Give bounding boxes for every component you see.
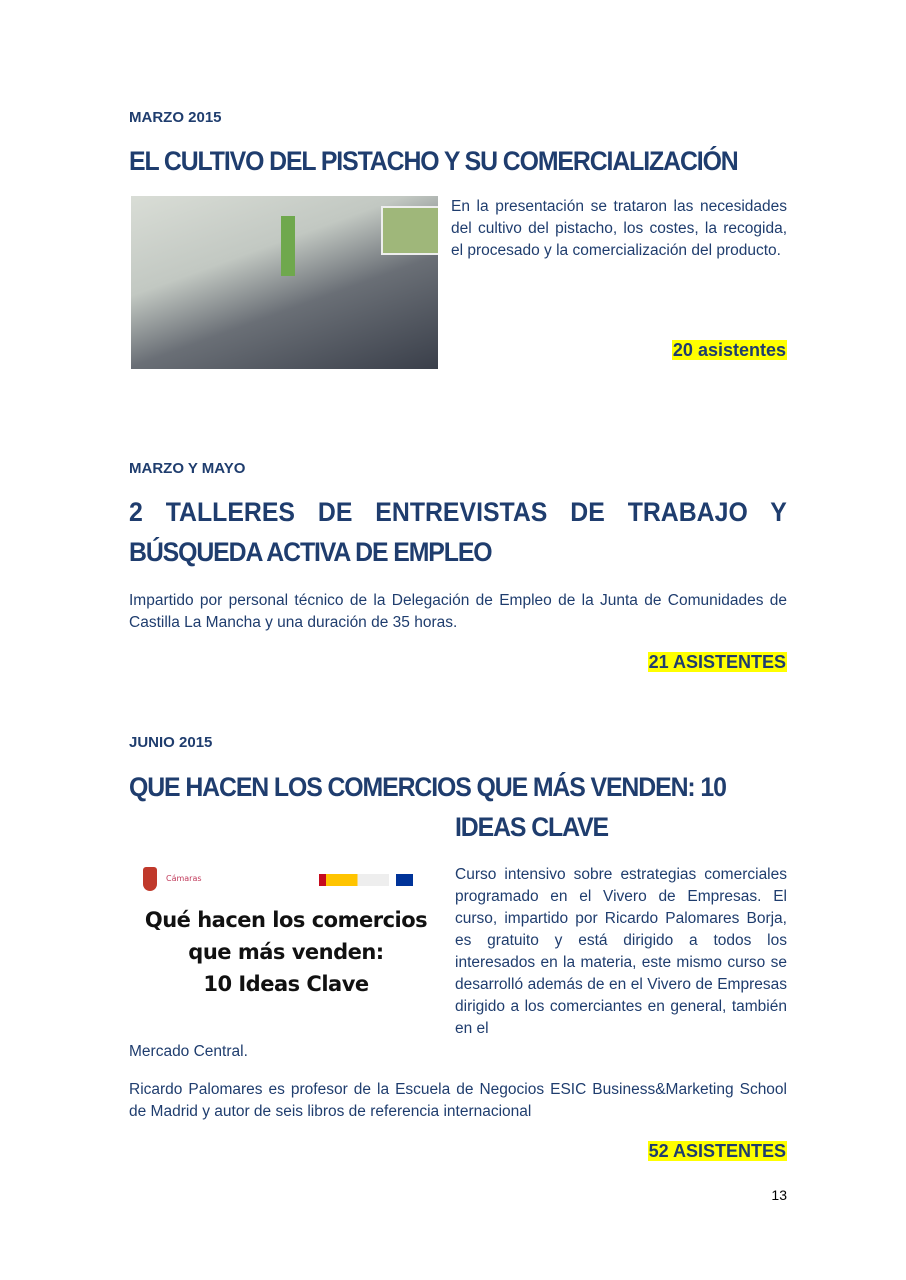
coat-of-arms-icon bbox=[143, 867, 157, 891]
section-title-line1: QUE HACEN LOS COMERCIOS QUE MÁS VENDEN: 10 bbox=[129, 772, 726, 802]
attendees-badge: 21 ASISTENTES bbox=[648, 652, 786, 672]
poster-line: Qué hacen los comercios bbox=[144, 908, 428, 932]
section-body: Curso intensivo sobre estrategias comerciales programado en el Vivero de Empresas. El curso, impartido por Ricardo Palomares Borja, es gratuito y está dirigido a todos los interesados en la materia, este mismo curso se desarrolló además de en el Vivero de Empresas dirigido a los comerciantes en general, también en el bbox=[455, 866, 787, 1037]
projection-screen bbox=[381, 206, 438, 255]
camaras-logo: Cámaras bbox=[166, 874, 202, 883]
presentation-photo bbox=[131, 196, 438, 369]
attendees-badge: 20 asistentes bbox=[672, 340, 786, 360]
poster-line: que más venden: bbox=[188, 940, 384, 964]
banner bbox=[281, 216, 295, 276]
course-poster bbox=[131, 862, 441, 1007]
attendees-badge: 52 ASISTENTES bbox=[648, 1141, 786, 1161]
section-title-line2: BÚSQUEDA ACTIVA DE EMPLEO bbox=[129, 537, 492, 567]
section-body: Impartido por personal técnico de la Delegación de Empleo de la Junta de Comunidades de Castilla La Mancha y una duración de 35 horas. bbox=[129, 592, 787, 631]
section-date: MARZO Y MAYO bbox=[129, 460, 246, 477]
section-date: MARZO 2015 bbox=[129, 109, 222, 126]
section-title: EL CULTIVO DEL PISTACHO Y SU COMERCIALIZACIÓN bbox=[129, 146, 738, 176]
section-date: JUNIO 2015 bbox=[129, 734, 213, 751]
page-number: 13 bbox=[771, 1187, 787, 1203]
spain-government-logo bbox=[319, 874, 389, 886]
poster-line: 10 Ideas Clave bbox=[203, 972, 369, 996]
section-title-line2: IDEAS CLAVE bbox=[455, 812, 609, 842]
section-body-tail: Mercado Central. bbox=[129, 1043, 248, 1060]
section-body-2: Ricardo Palomares es profesor de la Escuela de Negocios ESIC Business&Marketing School de Madrid y autor de seis libros de referencia internacional bbox=[129, 1081, 787, 1120]
eu-flag-icon bbox=[396, 874, 413, 886]
section-body: En la presentación se trataron las necesidades del cultivo del pistacho, los costes, la recogida, el procesado y la comercialización del producto. bbox=[451, 198, 787, 259]
section-title-line1: 2 TALLERES DE ENTREVISTAS DE TRABAJO Y bbox=[129, 497, 787, 527]
